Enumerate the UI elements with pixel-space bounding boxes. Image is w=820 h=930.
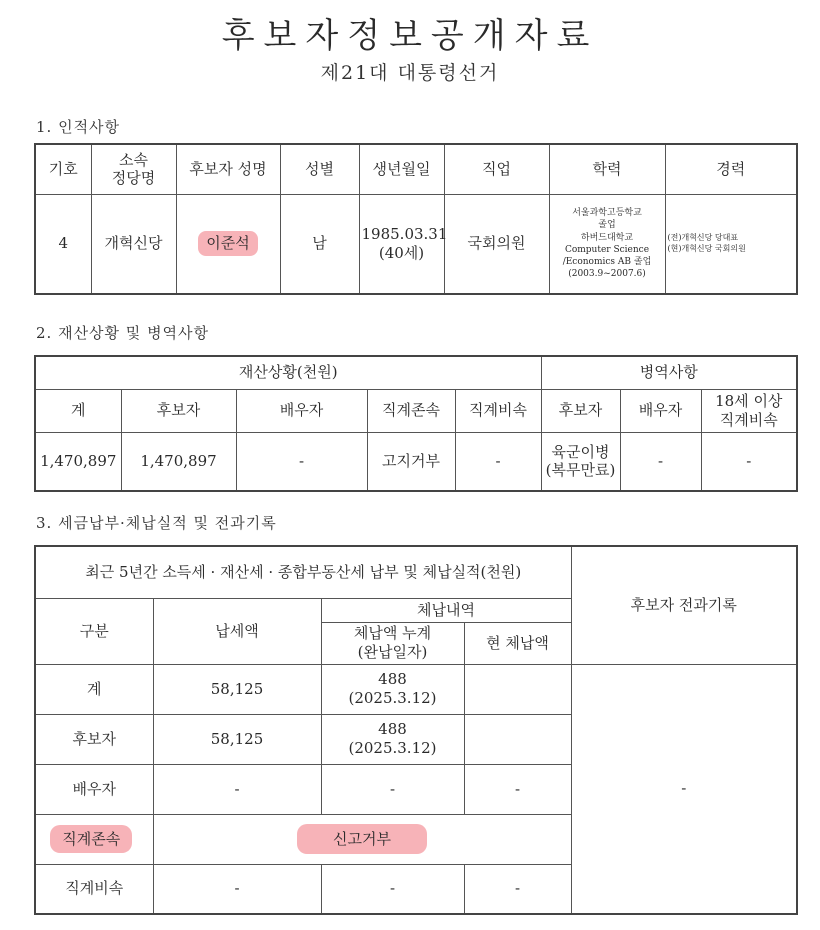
header-edu: 학력 (549, 144, 665, 194)
highlighted-ascendants-label: 직계존속 (50, 825, 132, 854)
asset-header-total: 계 (35, 389, 121, 432)
cell-num: 4 (35, 194, 91, 294)
tax-header-arrears-current: 현 체납액 (464, 622, 571, 664)
cell-party: 개혁신당 (91, 194, 176, 294)
tax-table-title: 최근 5년간 소득세 · 재산세 · 종합부동산세 납부 및 체납실적(천원) (35, 546, 571, 598)
tax-row-label: 배우자 (35, 764, 153, 814)
cell-education: 서울과학고등학교 졸업 하버드대학교 Computer Science /Economics AB 졸업 (2003.9~2007.6) (549, 194, 665, 294)
criminal-record-value: - (571, 664, 797, 914)
header-gender: 성별 (280, 144, 359, 194)
tax-row-label: 직계비속 (35, 864, 153, 914)
tax-row-arrears: - (321, 764, 464, 814)
asset-value-candidate: 1,470,897 (121, 432, 236, 491)
tax-row-arrears: - (321, 864, 464, 914)
military-value-adult-descendants: - (701, 432, 797, 491)
cell-birth: 1985.03.31 (40세) (359, 194, 444, 294)
asset-header-ascendants: 직계존속 (367, 389, 455, 432)
military-value-spouse: - (620, 432, 701, 491)
military-header-adult-descendants: 18세 이상 직계비속 (701, 389, 797, 432)
asset-value-spouse: - (236, 432, 367, 491)
tax-header-arrears-group: 체납내역 (321, 598, 571, 622)
tax-row-current: - (464, 864, 571, 914)
cell-career: (전)개혁신당 당대표 (현)개혁신당 국회의원 (665, 194, 797, 294)
tax-row-label: 후보자 (35, 714, 153, 764)
tax-row-merged-refusal (153, 814, 571, 864)
tax-row-current (464, 714, 571, 764)
header-party: 소속 정당명 (91, 144, 176, 194)
tax-row-paid: 58,125 (153, 714, 321, 764)
tax-row-paid: 58,125 (153, 664, 321, 714)
personal-info-table (34, 143, 798, 295)
tax-header-category: 구분 (35, 598, 153, 664)
tax-header-paid: 납세액 (153, 598, 321, 664)
cell-job: 국회의원 (444, 194, 549, 294)
section2-heading: 2. 재산상황 및 병역사항 (36, 324, 210, 342)
asset-header-candidate: 후보자 (121, 389, 236, 432)
tax-row-label (35, 814, 153, 864)
asset-value-total: 1,470,897 (35, 432, 121, 491)
asset-group-header: 재산상황(천원) (35, 356, 541, 389)
header-job: 직업 (444, 144, 549, 194)
asset-value-descendants: - (455, 432, 541, 491)
header-name: 후보자 성명 (176, 144, 280, 194)
section3-heading: 3. 세금납부·체납실적 및 전과기록 (36, 514, 277, 532)
header-num: 기호 (35, 144, 91, 194)
military-group-header: 병역사항 (541, 356, 797, 389)
cell-gender: 남 (280, 194, 359, 294)
tax-criminal-table (34, 545, 798, 915)
tax-row-label: 계 (35, 664, 153, 714)
asset-header-descendants: 직계비속 (455, 389, 541, 432)
header-career: 경력 (665, 144, 797, 194)
highlighted-candidate-name: 이준석 (198, 231, 257, 256)
asset-value-ascendants: 고지거부 (367, 432, 455, 491)
tax-header-arrears-total: 체납액 누계 (완납일자) (321, 622, 464, 664)
tax-row-arrears: 488 (2025.3.12) (321, 714, 464, 764)
tax-row-paid: - (153, 764, 321, 814)
cell-name (176, 194, 280, 294)
header-birth: 생년월일 (359, 144, 444, 194)
document-subtitle: 제21대 대통령선거 (320, 62, 500, 84)
military-value-candidate: 육군이병 (복무만료) (541, 432, 620, 491)
tax-row-paid: - (153, 864, 321, 914)
tax-row-arrears: 488 (2025.3.12) (321, 664, 464, 714)
military-header-candidate: 후보자 (541, 389, 620, 432)
tax-row-current: - (464, 764, 571, 814)
military-header-spouse: 배우자 (620, 389, 701, 432)
asset-military-table (34, 355, 798, 492)
highlighted-refusal: 신고거부 (297, 824, 427, 855)
document-title: 후보자정보공개자료 (221, 16, 599, 56)
criminal-record-header: 후보자 전과기록 (571, 546, 797, 664)
section1-heading: 1. 인적사항 (36, 118, 121, 136)
tax-row-current (464, 664, 571, 714)
asset-header-spouse: 배우자 (236, 389, 367, 432)
